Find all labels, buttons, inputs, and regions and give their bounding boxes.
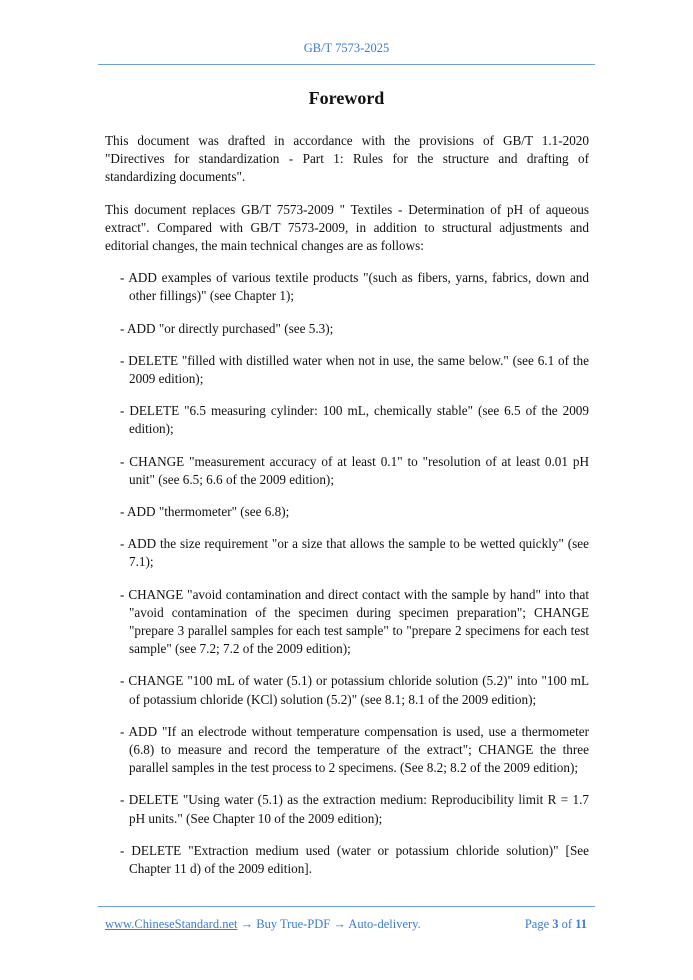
promo-text: → Buy True-PDF → Auto-delivery. [240, 917, 421, 931]
page-total: 11 [575, 917, 587, 931]
change-item: - DELETE "filled with distilled water when not in use, the same below." (see 6.1 of the 2009 edition); [120, 352, 589, 387]
change-item: - DELETE "Using water (5.1) as the extraction medium: Reproducibility limit R = 1.7 pH units." (See Chapter 10 of the 2009 edition); [120, 792, 589, 826]
page-of: of [561, 917, 573, 931]
replacement-paragraph: This document replaces GB/T 7573-2009 " Textiles - Determination of pH of aqueous extract". Compared with GB/T 7573-2009, in addition to structural adjustments and editorial changes, the main technical changes are as follows: [105, 201, 589, 254]
change-item: - ADD "If an electrode without temperature compensation is used, use a thermometer (6.8) to measure and record the temperature of the extract"; CHANGE the three parallel samples in the test process to 2 specimens. (See 8.2; 8.2 of the 2009 edition); [120, 723, 589, 776]
page-label: Page [524, 917, 550, 931]
change-item: - ADD "thermometer" (see 6.8); [120, 504, 290, 520]
footer-promo [105, 917, 421, 932]
change-item: - CHANGE "100 mL of water (5.1) or potassium chloride solution (5.2)" into "100 mL of potassium chloride (KCl) solution (5.2)" (see 8.1; 8.1 of the 2009 edition); [120, 673, 589, 707]
page-indicator [525, 917, 587, 932]
document-body [105, 132, 589, 892]
change-item: - ADD "or directly purchased" (see 5.3); [120, 320, 334, 336]
change-item: - DELETE "6.5 measuring cylinder: 100 mL, chemically stable" (see 6.5 of the 2009 edition); [120, 403, 589, 437]
change-item: - DELETE "Extraction medium used (water or potassium chloride solution)" [See Chapter 11 d) of the 2009 edition]. [120, 842, 589, 877]
change-item: - CHANGE "avoid contamination and direct contact with the sample by hand" into that "avoid contamination of the specimen during specimen preparation"; CHANGE "prepare 3 parallel samples for each test sample" to "prepare 2 specimens for each test sample" (see 7.2; 7.2 of the 2009 edition); [120, 586, 589, 657]
page-current: 3 [552, 917, 559, 931]
change-item: - CHANGE "measurement accuracy of at least 0.1" to "resolution of at least 0.01 pH unit" (see 6.5; 6.6 of the 2009 edition); [120, 453, 589, 487]
footer-divider [98, 906, 595, 907]
change-item: - ADD examples of various textile products "(such as fibers, yarns, fabrics, down and other fillings)" (see Chapter 1); [120, 270, 589, 304]
page-title: Foreword [308, 88, 385, 108]
site-link[interactable]: www.ChineseStandard.net [105, 917, 238, 931]
header-divider [98, 64, 595, 65]
intro-paragraph: This document was drafted in accordance with the provisions of GB/T 1.1-2020 "Directives for standardization - Part 1: Rules for the structure and drafting of standardizing documents". [105, 133, 589, 185]
change-item: - ADD the size requirement "or a size that allows the sample to be wetted quickly" (see 7.1); [120, 536, 589, 570]
running-header: GB/T 7573-2025 [303, 41, 390, 55]
